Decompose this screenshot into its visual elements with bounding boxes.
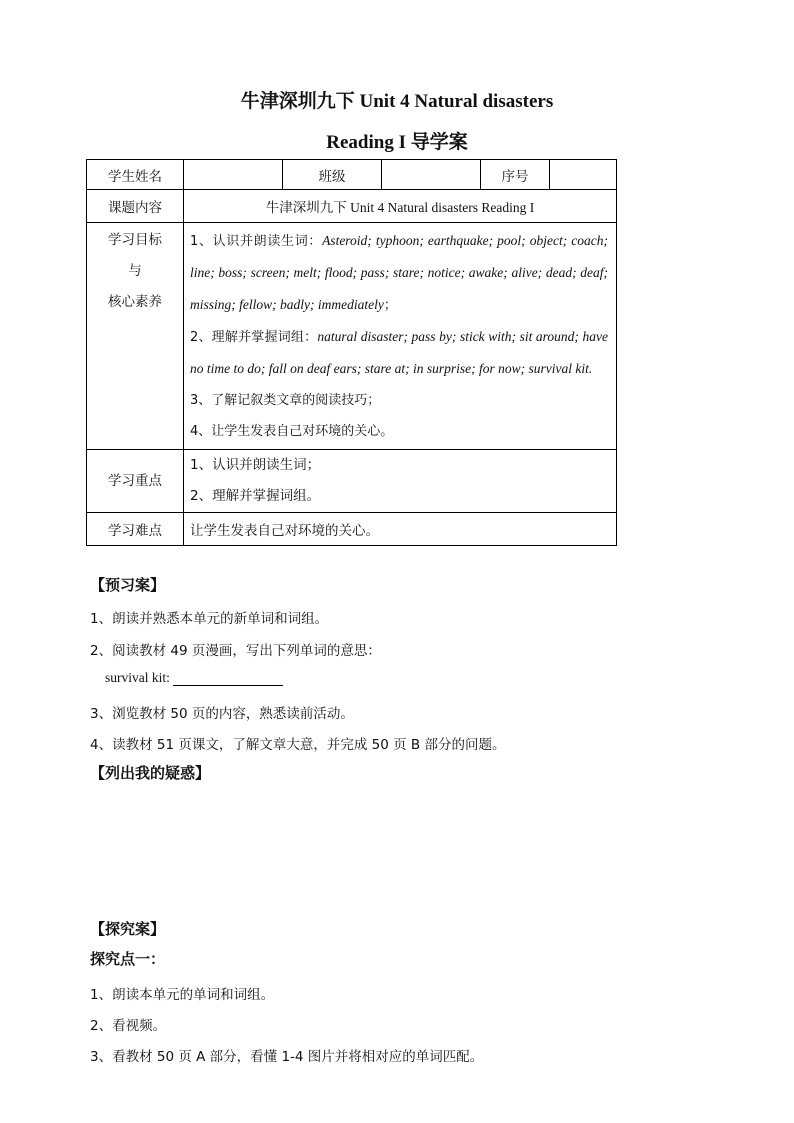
table-row — [87, 223, 617, 450]
explore-point-1: 探究点一： — [90, 950, 166, 968]
class-cell[interactable] — [382, 160, 481, 190]
goals-label-line: 核心素养 — [108, 294, 162, 310]
number-label: 序号 — [481, 160, 550, 190]
explore-heading: 【探究案】 — [90, 920, 166, 938]
key-points-content — [184, 450, 617, 513]
document-title: 牛津深圳九下 Unit 4 Natural disasters — [240, 91, 554, 112]
preview-heading: 【预习案】 — [90, 576, 166, 594]
answer-blank[interactable] — [173, 671, 283, 686]
survival-kit-line — [105, 670, 283, 686]
table-row — [87, 513, 617, 546]
student-name-label: 学生姓名 — [87, 160, 184, 190]
goal-prefix: 2、理解并掌握词组： — [190, 330, 318, 345]
preview-item-1: 1、朗读并熟悉本单元的新单词和词组。 — [90, 611, 329, 627]
topic-label: 课题内容 — [87, 190, 184, 223]
topic-value: 牛津深圳九下 Unit 4 Natural disasters Reading I — [184, 190, 617, 223]
table-row — [87, 450, 617, 513]
goals-label — [87, 223, 184, 450]
difficulty-value: 让学生发表自己对环境的关心。 — [184, 513, 617, 546]
goals-label-line: 学习目标 — [108, 232, 162, 248]
explore-item-3: 3、看教材 50 页 A 部分，看懂 1-4 图片并将相对应的单词匹配。 — [90, 1049, 484, 1065]
key-points-label: 学习重点 — [87, 450, 184, 513]
goal-prefix: 1、认识并朗读生词： — [190, 234, 323, 249]
info-table — [86, 159, 617, 546]
goal-item-4: 4、让学生发表自己对环境的关心。 — [190, 424, 394, 439]
student-name-cell[interactable] — [184, 160, 283, 190]
goals-label-line: 与 — [128, 263, 142, 279]
explore-item-1: 1、朗读本单元的单词和词组。 — [90, 987, 275, 1003]
document-subtitle: Reading I 导学案 — [326, 132, 468, 153]
key-point-2: 2、理解并掌握词组。 — [190, 488, 321, 504]
goal-words: Asteroid; typhoon; earthquake; pool; object; coach; line; boss; screen; melt; flood; pass; stare; notice; awake; alive; dead; deaf; missing; fellow; badly; immediately — [190, 233, 608, 312]
goal-item-2 — [190, 321, 608, 385]
key-point-1: 1、认识并朗读生词； — [190, 457, 321, 473]
goal-item-3: 3、了解记叙类文章的阅读技巧； — [190, 393, 381, 408]
goal-suffix: ； — [383, 298, 397, 313]
preview-item-4: 4、读教材 51 页课文，了解文章大意，并完成 50 页 B 部分的问题。 — [90, 737, 506, 753]
goal-phrases: natural disaster; pass by; stick with; sit around; have no time to do; fall on deaf ears; stare at; in surprise; for now; survival kit. — [190, 329, 608, 376]
explore-item-2: 2、看视频。 — [90, 1018, 167, 1034]
number-cell[interactable] — [550, 160, 617, 190]
table-row — [87, 190, 617, 223]
goals-content — [184, 223, 617, 450]
difficulty-label: 学习难点 — [87, 513, 184, 546]
class-label: 班级 — [283, 160, 382, 190]
preview-item-3: 3、浏览教材 50 页的内容，熟悉读前活动。 — [90, 706, 354, 722]
doubts-heading: 【列出我的疑惑】 — [90, 764, 211, 782]
preview-item-2: 2、阅读教材 49 页漫画，写出下列单词的意思： — [90, 643, 381, 659]
survival-kit-label: survival kit: — [105, 670, 170, 685]
table-row — [87, 160, 617, 190]
goal-item-1 — [190, 225, 608, 321]
